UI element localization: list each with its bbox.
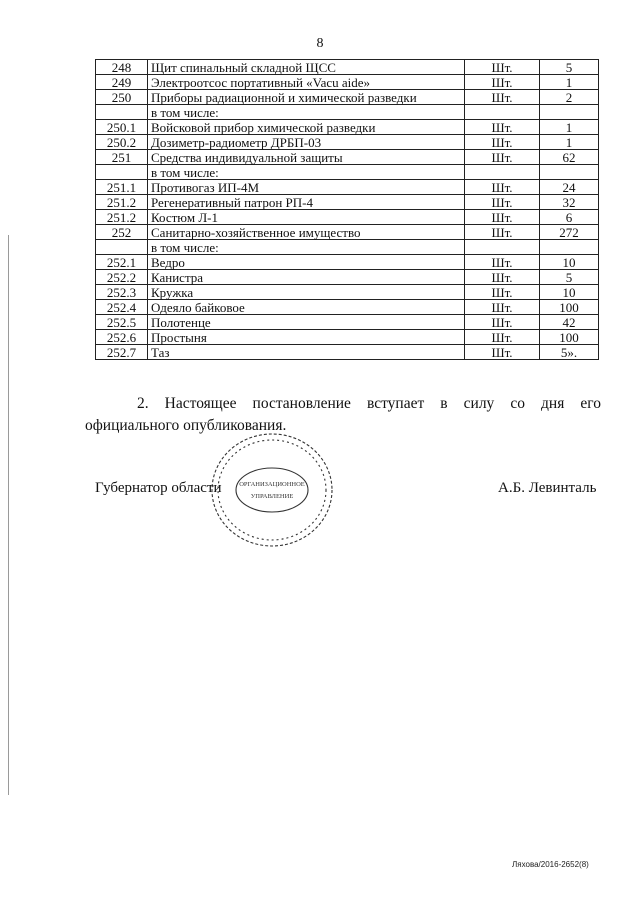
row-number: 252.7	[96, 345, 148, 360]
row-name: Костюм Л-1	[148, 210, 465, 225]
row-number: 251.1	[96, 180, 148, 195]
row-name: Полотенце	[148, 315, 465, 330]
row-unit: Шт.	[465, 75, 540, 90]
row-name: в том числе:	[148, 165, 465, 180]
row-unit: Шт.	[465, 195, 540, 210]
row-number: 251.2	[96, 210, 148, 225]
effective-date-paragraph: 2. Настоящее постановление вступает в силу со дня его официального опубликования.	[85, 395, 601, 434]
seal-text-line2: УПРАВЛЕНИЕ	[250, 493, 294, 500]
row-name: Противогаз ИП-4М	[148, 180, 465, 195]
table-row	[96, 225, 599, 240]
row-number	[96, 165, 148, 180]
row-unit: Шт.	[465, 285, 540, 300]
row-unit: Шт.	[465, 345, 540, 360]
row-unit: Шт.	[465, 255, 540, 270]
row-unit	[465, 105, 540, 120]
document-code: Ляхова/2016-2652(8)	[512, 860, 589, 869]
table-row	[96, 240, 599, 255]
row-unit: Шт.	[465, 60, 540, 75]
items-table-body	[96, 60, 599, 360]
row-quantity	[540, 105, 599, 120]
row-name: Средства индивидуальной защиты	[148, 150, 465, 165]
table-row	[96, 345, 599, 360]
row-name: Приборы радиационной и химической разведки	[148, 90, 465, 105]
row-name: Регенеративный патрон РП-4	[148, 195, 465, 210]
row-unit: Шт.	[465, 150, 540, 165]
row-quantity: 6	[540, 210, 599, 225]
row-name: Дозиметр-радиометр ДРБП-03	[148, 135, 465, 150]
row-name: Таз	[148, 345, 465, 360]
scan-margin-line	[8, 235, 9, 795]
row-unit	[465, 165, 540, 180]
row-name: Ведро	[148, 255, 465, 270]
row-quantity: 1	[540, 135, 599, 150]
row-quantity: 1	[540, 75, 599, 90]
row-number: 250	[96, 90, 148, 105]
row-number: 251	[96, 150, 148, 165]
table-row	[96, 180, 599, 195]
table-row	[96, 60, 599, 75]
row-number: 252.3	[96, 285, 148, 300]
row-quantity: 24	[540, 180, 599, 195]
row-quantity	[540, 240, 599, 255]
items-table	[95, 59, 599, 360]
row-number	[96, 240, 148, 255]
row-unit: Шт.	[465, 120, 540, 135]
row-name: Войсковой прибор химической разведки	[148, 120, 465, 135]
row-quantity: 100	[540, 330, 599, 345]
row-quantity: 62	[540, 150, 599, 165]
row-name: Электроотсос портативный «Vacu aide»	[148, 75, 465, 90]
table-row	[96, 195, 599, 210]
row-number: 252.6	[96, 330, 148, 345]
table-row	[96, 255, 599, 270]
row-quantity: 32	[540, 195, 599, 210]
table-row	[96, 270, 599, 285]
seal-text-line1: ОРГАНИЗАЦИОННОЕ	[239, 481, 305, 488]
row-unit: Шт.	[465, 210, 540, 225]
table-row	[96, 120, 599, 135]
row-number: 250.1	[96, 120, 148, 135]
row-quantity: 5	[540, 270, 599, 285]
row-unit: Шт.	[465, 135, 540, 150]
row-unit: Шт.	[465, 270, 540, 285]
row-unit: Шт.	[465, 180, 540, 195]
row-number: 252	[96, 225, 148, 240]
table-row	[96, 150, 599, 165]
signature-title: Губернатор области	[95, 480, 222, 496]
row-unit: Шт.	[465, 90, 540, 105]
row-number: 250.2	[96, 135, 148, 150]
row-number: 252.1	[96, 255, 148, 270]
row-unit: Шт.	[465, 315, 540, 330]
row-number: 252.4	[96, 300, 148, 315]
row-name: Простыня	[148, 330, 465, 345]
table-row	[96, 285, 599, 300]
row-quantity: 100	[540, 300, 599, 315]
table-row	[96, 105, 599, 120]
table-row	[96, 90, 599, 105]
row-number: 252.5	[96, 315, 148, 330]
table-row	[96, 330, 599, 345]
row-quantity: 10	[540, 285, 599, 300]
signatory-name: А.Б. Левинталь	[498, 480, 597, 496]
row-quantity: 5».	[540, 345, 599, 360]
row-unit: Шт.	[465, 225, 540, 240]
row-number: 248	[96, 60, 148, 75]
table-row	[96, 165, 599, 180]
row-quantity: 42	[540, 315, 599, 330]
page-number: 8	[316, 36, 324, 51]
row-number: 249	[96, 75, 148, 90]
row-quantity: 1	[540, 120, 599, 135]
row-number: 251.2	[96, 195, 148, 210]
row-quantity: 2	[540, 90, 599, 105]
table-row	[96, 135, 599, 150]
official-seal-stamp	[205, 428, 340, 553]
row-quantity: 272	[540, 225, 599, 240]
row-quantity: 10	[540, 255, 599, 270]
table-row	[96, 210, 599, 225]
row-name: в том числе:	[148, 240, 465, 255]
row-quantity: 5	[540, 60, 599, 75]
row-name: в том числе:	[148, 105, 465, 120]
table-row	[96, 75, 599, 90]
row-name: Одеяло байковое	[148, 300, 465, 315]
row-name: Канистра	[148, 270, 465, 285]
row-name: Кружка	[148, 285, 465, 300]
row-quantity	[540, 165, 599, 180]
row-name: Щит спинальный складной ЩСС	[148, 60, 465, 75]
row-unit	[465, 240, 540, 255]
row-unit: Шт.	[465, 330, 540, 345]
table-row	[96, 315, 599, 330]
table-row	[96, 300, 599, 315]
row-name: Санитарно-хозяйственное имущество	[148, 225, 465, 240]
row-number	[96, 105, 148, 120]
row-number: 252.2	[96, 270, 148, 285]
row-unit: Шт.	[465, 300, 540, 315]
